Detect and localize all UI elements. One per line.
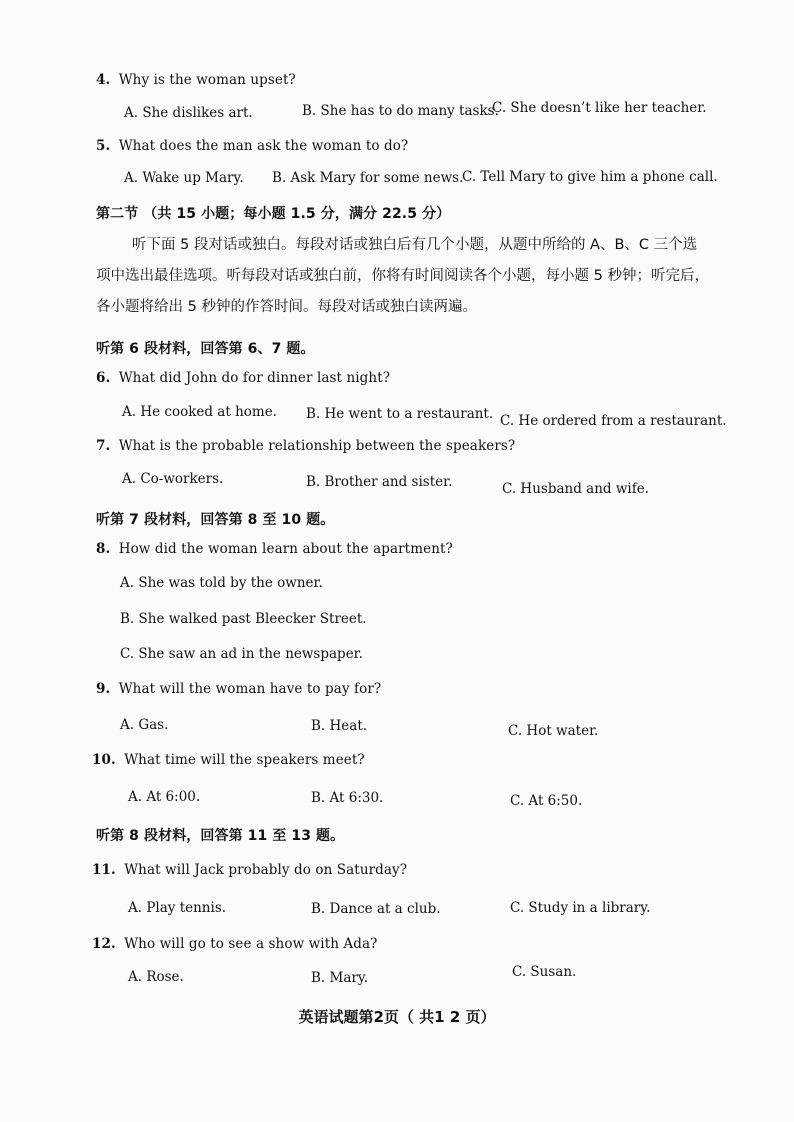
option-b: B. Brother and sister. (306, 474, 453, 490)
question-7 (96, 438, 515, 454)
option-c: C. At 6:50. (510, 793, 583, 809)
question-number: 4. (96, 72, 111, 88)
question-4 (96, 72, 296, 88)
option-b: B. He went to a restaurant. (306, 406, 494, 422)
option-c: C. She doesn’t like her teacher. (492, 100, 707, 116)
question-number: 6. (96, 370, 111, 386)
question-5 (96, 138, 408, 154)
option-b: B. At 6:30. (311, 790, 384, 806)
option-c: C. Study in a library. (510, 900, 651, 916)
option-c: C. Hot water. (508, 723, 599, 739)
option-b: B. She walked past Bleecker Street. (120, 611, 367, 627)
question-text: What does the man ask the woman to do? (118, 138, 409, 154)
option-c: C. Husband and wife. (502, 481, 649, 497)
option-b: B. She has to do many tasks. (302, 103, 499, 119)
section-instructions: 听下面 5 段对话或独白。每段对话或独白后有几个小题，从题中所给的 A、B、C 三个选项中选出最佳选项。听每段对话或独白前，你将有时间阅读各个小题，每小题 5 秒钟；听完后，各小题将给出 5 秒钟的作答时间。每段对话或独白读两遍。 (96, 237, 709, 315)
option-a: A. She dislikes art. (124, 105, 253, 121)
group-label: 听第 8 段材料，回答第 11 至 13 题。 (96, 828, 345, 844)
option-a: A. Gas. (120, 717, 169, 733)
option-b: B. Heat. (311, 718, 368, 734)
option-a: A. Rose. (128, 969, 184, 985)
question-text: How did the woman learn about the apartment? (118, 541, 453, 557)
question-12 (92, 936, 378, 952)
option-b: B. Dance at a club. (311, 901, 441, 917)
question-number: 11. (92, 862, 116, 878)
question-text: What will Jack probably do on Saturday? (124, 862, 408, 878)
page-footer: 英语试题第2页（ 共1 2 页） (298, 1008, 496, 1026)
question-number: 10. (92, 752, 116, 768)
option-a: A. At 6:00. (128, 789, 201, 805)
question-11 (92, 862, 407, 878)
question-text: What time will the speakers meet? (124, 752, 365, 768)
question-10 (92, 752, 365, 768)
question-text: Who will go to see a show with Ada? (124, 936, 378, 952)
option-a: A. Wake up Mary. (124, 170, 244, 186)
option-b: B. Mary. (311, 970, 368, 986)
option-a: A. He cooked at home. (122, 404, 277, 420)
option-c: C. Susan. (512, 964, 577, 980)
group-label: 听第 6 段材料，回答第 6、7 题。 (96, 341, 315, 357)
question-number: 7. (96, 438, 111, 454)
question-number: 9. (96, 681, 111, 697)
option-c: C. Tell Mary to give him a phone call. (462, 169, 718, 185)
option-a: A. Play tennis. (128, 900, 227, 916)
group-label: 听第 7 段材料，回答第 8 至 10 题。 (96, 512, 335, 528)
question-text: What is the probable relationship between the speakers? (118, 438, 516, 454)
question-number: 5. (96, 138, 111, 154)
option-c: C. He ordered from a restaurant. (500, 413, 727, 429)
section-title: 第二节 （共 15 小题；每小题 1.5 分，满分 22.5 分） (96, 206, 451, 222)
question-text: What did John do for dinner last night? (118, 370, 391, 386)
question-text: Why is the woman upset? (118, 72, 296, 88)
option-a: A. She was told by the owner. (120, 575, 323, 591)
question-number: 12. (92, 936, 116, 952)
question-8 (96, 541, 453, 557)
question-6 (96, 370, 390, 386)
question-number: 8. (96, 541, 111, 557)
option-c: C. She saw an ad in the newspaper. (120, 646, 363, 662)
option-b: B. Ask Mary for some news. (272, 170, 464, 186)
question-9 (96, 681, 381, 697)
question-text: What will the woman have to pay for? (118, 681, 382, 697)
option-a: A. Co-workers. (122, 471, 224, 487)
